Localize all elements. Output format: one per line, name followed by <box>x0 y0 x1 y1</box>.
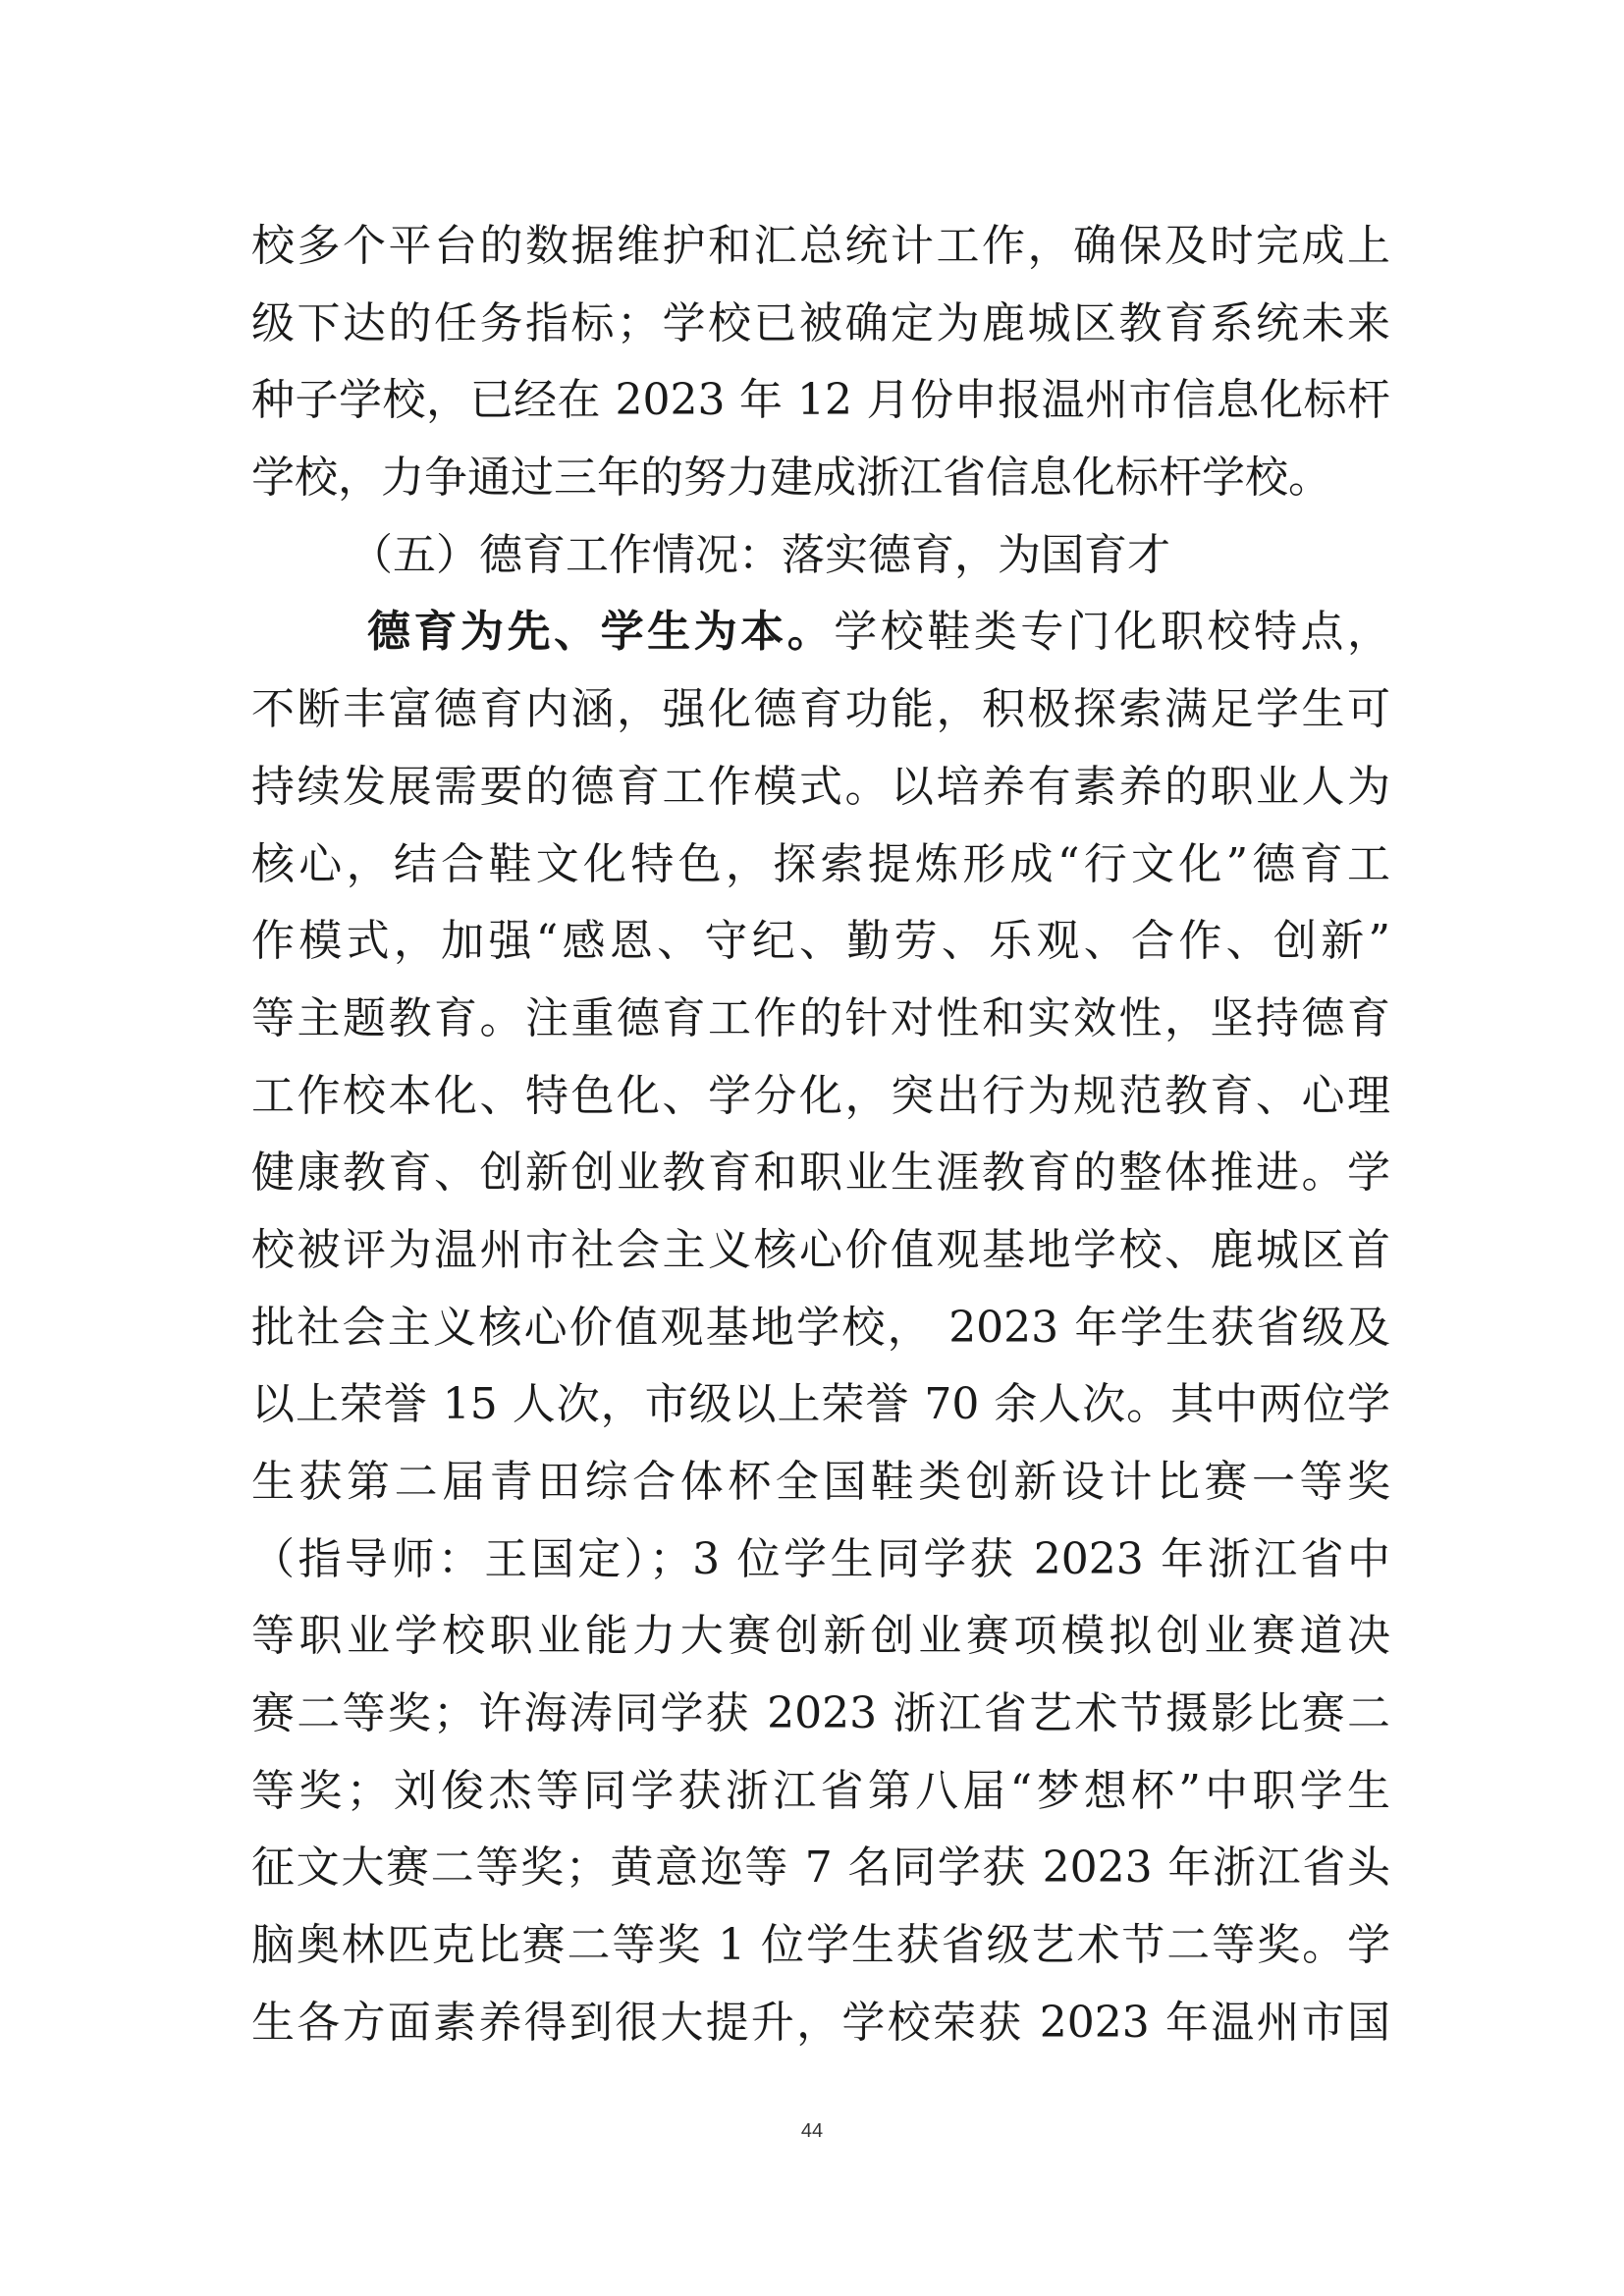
text-line: 不断丰富德育内涵，强化德育功能，积极探索满足学生可 <box>251 684 1390 735</box>
text-line: 赛二等奖；许海涛同学获 2023 浙江省艺术节摄影比赛二 <box>251 1688 1390 1739</box>
text-line: 校被评为温州市社会主义核心价值观基地学校、鹿城区首 <box>251 1224 1390 1275</box>
text-line: 以上荣誉 15 人次，市级以上荣誉 70 余人次。其中两位学 <box>251 1379 1390 1430</box>
text-line: 批社会主义核心价值观基地学校， 2023 年学生获省级及 <box>251 1302 1390 1353</box>
text-line: 等主题教育。注重德育工作的针对性和实效性，坚持德育 <box>251 992 1390 1043</box>
paragraph-lead: 德育为先、学生为本。 <box>367 607 835 658</box>
text-line: 健康教育、创新创业教育和职业生涯教育的整体推进。学 <box>251 1148 1390 1199</box>
text-line: 持续发展需要的德育工作模式。以培养有素养的职业人为 <box>251 761 1390 812</box>
text-line: 作模式，加强“感恩、守纪、勤劳、乐观、合作、创新” <box>251 916 1390 967</box>
body-text <box>251 208 1390 2062</box>
text-line: 生获第二届青田综合体杯全国鞋类创新设计比赛一等奖 <box>251 1457 1390 1507</box>
text-line <box>251 594 1390 671</box>
text-line: 校多个平台的数据维护和汇总统计工作，确保及时完成上 <box>251 221 1390 271</box>
page-number: 44 <box>800 2120 824 2142</box>
text-line: 脑奥林匹克比赛二等奖 1 位学生获省级艺术节二等奖。学 <box>251 1920 1390 1971</box>
text-line: 核心，结合鞋文化特色，探索提炼形成“行文化”德育工 <box>251 838 1390 889</box>
text-line: 种子学校，已经在 2023 年 12 月份申报温州市信息化标杆 <box>251 375 1390 426</box>
text-line: 等职业学校职业能力大赛创新创业赛项模拟创业赛道决 <box>251 1611 1390 1662</box>
text-line: （指导师：王国定）；3 位学生同学获 2023 年浙江省中 <box>251 1533 1390 1584</box>
text-line: 等奖；刘俊杰等同学获浙江省第八届“梦想杯”中职学生 <box>251 1765 1390 1816</box>
text-line: 级下达的任务指标；学校已被确定为鹿城区教育系统未来 <box>251 297 1390 348</box>
text-line: 征文大赛二等奖；黄意迩等 7 名同学获 2023 年浙江省头 <box>251 1842 1390 1894</box>
text-line: 学校，力争通过三年的努力建成浙江省信息化标杆学校。 <box>251 453 1331 504</box>
section-heading: （五）德育工作情况：落实德育，为国育才 <box>350 529 1170 580</box>
paragraph-lead-rest: 学校鞋类专门化职校特点， <box>834 607 1390 658</box>
text-line: 生各方面素养得到很大提升，学校荣获 2023 年温州市国 <box>251 1997 1390 2048</box>
text-line: 工作校本化、特色化、学分化，突出行为规范教育、心理 <box>251 1070 1390 1121</box>
